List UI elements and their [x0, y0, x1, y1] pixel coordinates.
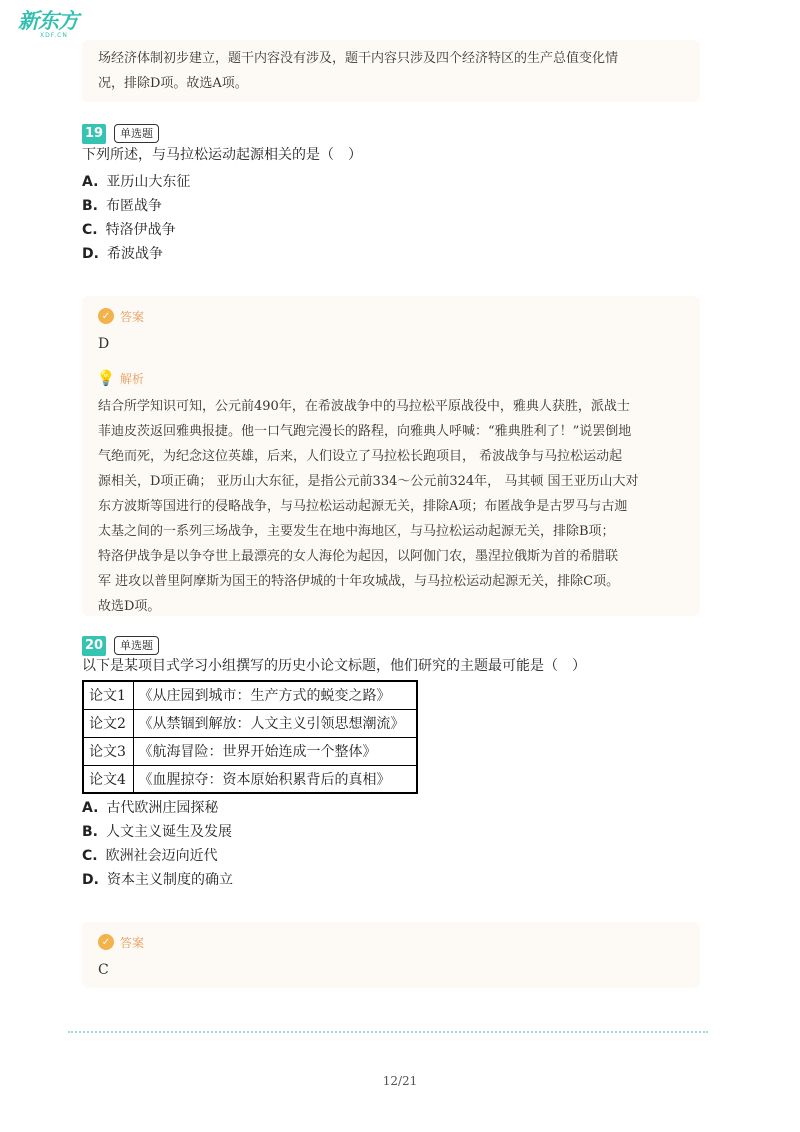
option-c[interactable] [82, 220, 176, 240]
analysis-body [98, 394, 684, 619]
option-text: 古代欧洲庄园探秘 [106, 800, 219, 816]
check-badge-icon: ✓ [98, 934, 114, 950]
analysis-label-text: 解析 [120, 371, 145, 386]
question-type-tag: 单选题 [114, 636, 159, 655]
option-a[interactable] [82, 798, 218, 818]
table-cell-title: 《航海冒险：世界开始连成一个整体》 [133, 737, 417, 765]
analysis-line: 故选D项。 [98, 599, 161, 614]
footer-divider [68, 1031, 708, 1033]
option-letter: A. [82, 800, 99, 816]
question-stem: 以下是某项目式学习小组撰写的历史小论文标题，他们研究的主题最可能是（ ） [82, 658, 586, 674]
analysis-line: 菲迪皮茨返回雅典报捷。他一口气跑完漫长的路程，向雅典人呼喊：“雅典胜利了！”说罢倒地 [98, 424, 632, 439]
analysis-line: 太基之间的一系列三场战争，主要发生在地中海地区，与马拉松运动起源无关，排除B项； [98, 524, 615, 539]
table-row [83, 681, 417, 709]
option-letter: B. [82, 824, 98, 840]
q20-answer-box [82, 922, 700, 988]
option-text: 布匿战争 [106, 198, 162, 214]
question-stem: 下列所述，与马拉松运动起源相关的是（ ） [82, 147, 362, 163]
question-number-badge: 20 [82, 636, 106, 656]
option-text: 人文主义诞生及发展 [106, 824, 232, 840]
table-cell-title: 《从庄园到城市：生产方式的蜕变之路》 [133, 681, 417, 709]
option-text: 欧洲社会迈向近代 [105, 848, 218, 864]
analysis-line: 东方波斯等国进行的侵略战争，与马拉松运动起源无关，排除A项；布匿战争是古罗马与古迦 [98, 499, 628, 514]
option-text: 特洛伊战争 [105, 222, 176, 238]
logo-text-cn: 新东方 [18, 9, 78, 33]
table-cell-key: 论文4 [83, 765, 133, 793]
option-text: 希波战争 [106, 246, 163, 262]
page-number: 12/21 [382, 1074, 418, 1088]
table-cell-title: 《血腥掠夺：资本原始积累背后的真相》 [133, 765, 417, 793]
analysis-line: 特洛伊战争是以争夺世上最漂亮的女人海伦为起因，以阿伽门农，墨涅拉俄斯为首的希腊联 [98, 549, 619, 564]
table-cell-title: 《从禁锢到解放：人文主义引领思想潮流》 [133, 709, 417, 737]
check-badge-icon: ✓ [98, 308, 114, 324]
table-cell-key: 论文2 [83, 709, 133, 737]
option-letter: C. [82, 222, 98, 238]
option-letter: D. [82, 246, 99, 262]
analysis-line: 源相关，D项正确； 亚历山大东征，是指公元前334～公元前324年， 马其顿 国王亚历山大对 [98, 474, 639, 489]
option-text: 资本主义制度的确立 [106, 872, 233, 888]
option-b[interactable] [82, 196, 162, 216]
option-letter: C. [82, 848, 98, 864]
option-letter: A. [82, 174, 99, 190]
q19-answer-box [82, 296, 700, 616]
prev-analysis-box [82, 40, 700, 102]
prev-analysis-line: 场经济体制初步建立，题干内容没有涉及，题干内容只涉及四个经济特区的生产总值变化情 [98, 51, 619, 66]
answer-value: D [98, 336, 110, 352]
table-row [83, 737, 417, 765]
option-b[interactable] [82, 822, 232, 842]
question-number-badge: 19 [82, 124, 106, 144]
logo-text-en: XDF.CN [40, 32, 68, 39]
question-type-tag: 单选题 [114, 124, 159, 143]
analysis-line: 军 进攻以普里阿摩斯为国王的特洛伊城的十年攻城战，与马拉松运动起源无关，排除C项。 [98, 574, 620, 589]
analysis-label [98, 368, 684, 388]
paper-titles-table [82, 680, 418, 794]
analysis-line: 结合所学知识可知，公元前490年，在希波战争中的马拉松平原战役中，雅典人获胜，派战士 [98, 399, 630, 414]
answer-label [98, 306, 684, 326]
answer-value: C [98, 962, 109, 978]
table-cell-key: 论文1 [83, 681, 133, 709]
table-row [83, 765, 417, 793]
option-text: 亚历山大东征 [106, 174, 191, 190]
lightbulb-icon: 💡 [96, 369, 116, 387]
answer-label-text: 答案 [120, 309, 145, 324]
option-letter: B. [82, 198, 98, 214]
option-d[interactable] [82, 870, 233, 890]
analysis-line: 气绝而死，为纪念这位英雄，后来，人们设立了马拉松长跑项目， 希波战争与马拉松运动起 [98, 449, 623, 464]
option-a[interactable] [82, 172, 190, 192]
option-d[interactable] [82, 244, 163, 264]
table-cell-key: 论文3 [83, 737, 133, 765]
table-row [83, 709, 417, 737]
prev-analysis-line: 况，排除D项。故选A项。 [98, 76, 248, 91]
answer-label [98, 932, 684, 952]
answer-label-text: 答案 [120, 935, 145, 950]
option-letter: D. [82, 872, 99, 888]
brand-logo [18, 10, 84, 44]
option-c[interactable] [82, 846, 218, 866]
